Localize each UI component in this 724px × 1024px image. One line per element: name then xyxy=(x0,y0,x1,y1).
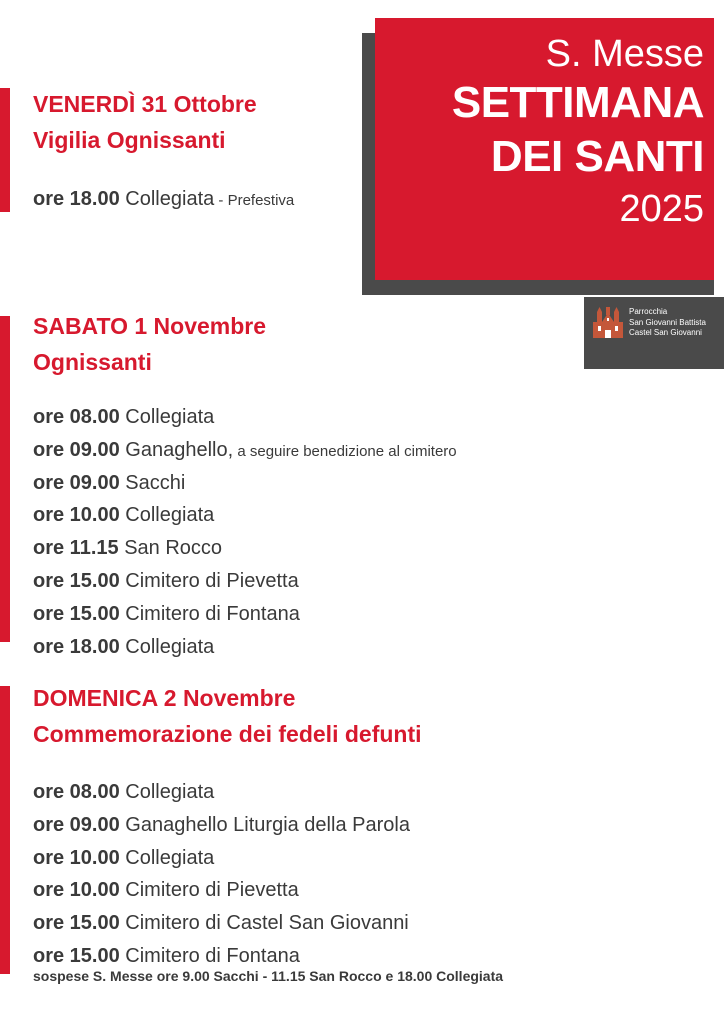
mass-list-saturday xyxy=(33,402,457,664)
list-item xyxy=(33,184,294,217)
title-year: 2025 xyxy=(619,188,704,230)
mass-place: Cimitero di Pievetta xyxy=(125,569,299,592)
parish-name xyxy=(629,307,706,339)
mass-place: Collegiata xyxy=(125,635,215,658)
feast-title: Commemorazione dei fedeli defunti xyxy=(33,721,422,747)
feast-title: Ognissanti xyxy=(33,349,152,375)
mass-time: ore 11.15 xyxy=(33,537,119,560)
mass-time: ore 15.00 xyxy=(33,912,120,935)
mass-place: San Rocco xyxy=(124,537,223,560)
mass-place: Cimitero di Pievetta xyxy=(125,879,299,902)
mass-place: Collegiata xyxy=(125,781,215,803)
mass-time: ore 15.00 xyxy=(33,944,120,967)
list-item xyxy=(33,500,457,533)
day-heading-saturday xyxy=(33,308,266,380)
mass-time: ore 08.00 xyxy=(33,781,120,803)
day-title: SABATO 1 Novembre xyxy=(33,313,267,339)
day-title: VENERDÌ 31 Ottobre xyxy=(33,91,257,117)
list-item xyxy=(33,599,457,632)
title-box xyxy=(375,18,714,280)
mass-place: Ganaghello, xyxy=(125,438,234,461)
mass-place: Collegiata xyxy=(125,846,215,869)
mass-place: Collegiata xyxy=(125,504,215,527)
mass-time: ore 10.00 xyxy=(33,846,120,869)
mass-note: - Prefestiva xyxy=(214,192,295,209)
list-item xyxy=(33,810,410,843)
list-item xyxy=(33,777,410,810)
mass-place: Cimitero di Fontana xyxy=(125,944,300,967)
parish-line: San Giovanni Battista xyxy=(629,317,706,327)
list-item xyxy=(33,843,410,876)
parish-line: Parrocchia xyxy=(629,307,668,316)
mass-place: Cimitero di Castel San Giovanni xyxy=(125,912,409,935)
section-bar-sunday xyxy=(0,686,10,974)
mass-time: ore 09.00 xyxy=(33,438,120,461)
mass-time: ore 15.00 xyxy=(33,569,120,592)
mass-list-sunday xyxy=(33,777,410,974)
suspended-masses-note: sospese S. Messe ore 9.00 Sacchi - 11.15 San Rocco e 18.00 Collegiata xyxy=(33,968,504,984)
parish-line: Castel San Giovanni xyxy=(629,328,702,337)
section-bar-friday xyxy=(0,88,10,212)
day-heading-friday xyxy=(33,86,257,158)
list-item xyxy=(33,632,457,665)
section-bar-saturday xyxy=(0,316,10,642)
title-line-2: SETTIMANA xyxy=(451,78,704,127)
mass-note: a seguire benedizione al cimitero xyxy=(233,442,457,460)
list-item xyxy=(33,468,457,501)
day-heading-sunday xyxy=(33,680,422,752)
title-line-1: S. Messe xyxy=(545,33,704,75)
list-item xyxy=(33,402,457,435)
mass-place: Collegiata xyxy=(125,188,215,210)
mass-place: Cimitero di Fontana xyxy=(125,602,300,625)
mass-time: ore 18.00 xyxy=(33,635,120,658)
mass-time: ore 10.00 xyxy=(33,879,120,902)
church-logo-icon xyxy=(590,304,626,340)
mass-place: Sacchi xyxy=(125,471,186,494)
mass-time: ore 09.00 xyxy=(33,813,120,836)
mass-time: ore 15.00 xyxy=(33,602,120,625)
mass-time: ore 08.00 xyxy=(33,406,120,428)
list-item xyxy=(33,875,410,908)
mass-place: Collegiata xyxy=(125,406,215,428)
mass-time: ore 10.00 xyxy=(33,504,120,527)
mass-time: ore 18.00 xyxy=(33,188,120,210)
mass-place: Ganaghello Liturgia della Parola xyxy=(125,813,410,836)
title-line-3: DEI SANTI xyxy=(490,132,704,181)
list-item xyxy=(33,566,457,599)
list-item xyxy=(33,908,410,941)
day-title: DOMENICA 2 Novembre xyxy=(33,685,296,711)
mass-time: ore 09.00 xyxy=(33,471,120,494)
mass-list-friday xyxy=(33,184,294,217)
list-item xyxy=(33,533,457,566)
feast-title: Vigilia Ognissanti xyxy=(33,127,226,153)
parish-box xyxy=(584,297,724,369)
list-item xyxy=(33,435,457,468)
